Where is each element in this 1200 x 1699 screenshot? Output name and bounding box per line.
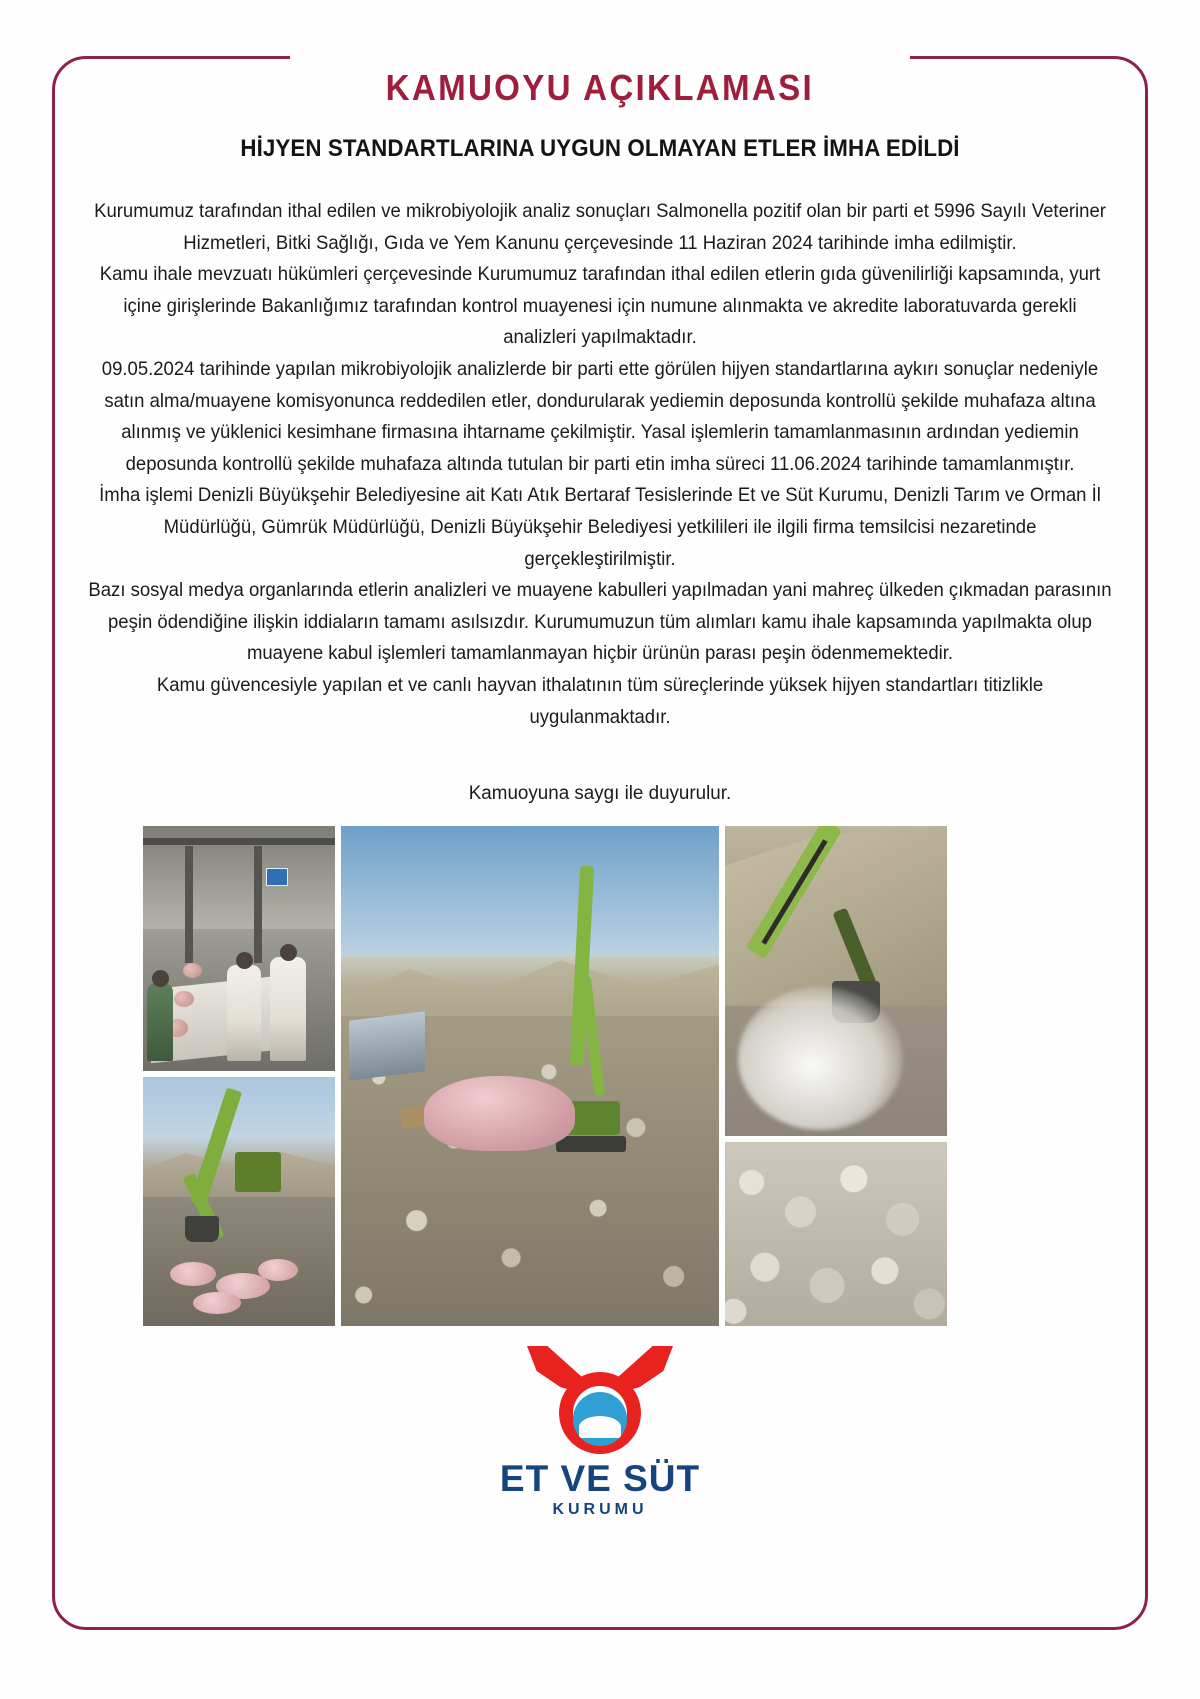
- pink-excavator-bucket: [185, 1216, 219, 1242]
- page-title-wrap: [52, 67, 1148, 108]
- paragraph-6: Kamu güvencesiyle yapılan et ve canlı hayvan ithalatının tüm süreçlerinde yüksek hijyen standartları titizlikle uygulanmaktadır.: [156, 673, 1044, 728]
- pink-meat-4: [193, 1292, 241, 1314]
- landfill-truck: [349, 1011, 425, 1080]
- bull-horn-logo-icon: [525, 1346, 675, 1454]
- landfill-meat-pile: [424, 1076, 575, 1151]
- plant-meat-2: [174, 991, 194, 1007]
- photo-column-left: [143, 826, 335, 1326]
- plant-worker-1: [227, 965, 261, 1061]
- dust-cloud: [738, 987, 902, 1130]
- pink-meat-1: [170, 1262, 216, 1286]
- plant-worker-3: [147, 983, 173, 1061]
- plant-sign: [266, 868, 288, 886]
- paragraph-5: Bazı sosyal medya organlarında etlerin analizleri ve muayene kabulleri yapılmadan yani mahreç ülkeden çıkmadan parasının peşin ödendiğine ilişkin iddiaların tamamı asılsızdır. Kurumumuzun tüm alımları kamu ihale kapsamında yapılmakta olup muayene kabul işlemleri tamamlanmayan hiçbir ürünün parası peşin ödenmemektedir.: [88, 579, 1112, 665]
- closing-line: Kamuoyuna saygı ile duyurulur.: [468, 782, 732, 804]
- photo-collage: [143, 826, 953, 1326]
- plant-beam: [143, 838, 335, 845]
- landfill-excavator-track: [556, 1136, 626, 1152]
- photo-slaughterhouse: [143, 826, 335, 1071]
- photo-excavator-pink-meat: [143, 1077, 335, 1326]
- paragraph-4: İmha işlemi Denizli Büyükşehir Belediyesine ait Katı Atık Bertaraf Tesislerinde Et ve Süt Kurumu, Denizli Tarım ve Orman İl Müdürlüğü, Gümrük Müdürlüğü, Denizli Büyükşehir Belediyesi yetkilileri ile ilgili firma temsilcisi nezaretinde gerçekleştirilmiştir.: [99, 484, 1101, 570]
- photo-column-center: [341, 826, 719, 1326]
- paragraph-3: 09.05.2024 tarihinde yapılan mikrobiyolojik analizlerde bir parti ette görülen hijyen standartlarına aykırı sonuçlar nedeniyle satın alma/muayene komisyonunca reddedilen etler, dondurularak yediemin deposunda kontrollü şekilde muhafaza altına alınmış ve yüklenici kesimhane firmasına ihtarname çekilmiştir. Yasal işlemlerin tamamlanmasının ardından yediemin deposunda kontrollü şekilde muhafaza altında tutulan bir parti etin imha süreci 11.06.2024 tarihinde tamamlanmıştır.: [101, 357, 1099, 475]
- paragraph-1: Kurumumuz tarafından ithal edilen ve mikrobiyolojik analiz sonuçları Salmonella pozitif olan bir parti et 5996 Sayılı Veteriner Hizmetleri, Bitki Sağlığı, Gıda ve Yem Kanunu çerçevesinde 11 Haziran 2024 tarihinde imha edilmiştir.: [94, 200, 1106, 254]
- photo-column-right: [725, 826, 947, 1326]
- pink-excavator-cab: [235, 1152, 281, 1192]
- page-title: KAMUOYU AÇIKLAMASI: [385, 67, 815, 108]
- page-subtitle: HİJYEN STANDARTLARINA UYGUN OLMAYAN ETLER İMHA EDİLDİ: [240, 135, 960, 162]
- photo-rubble-cover: [725, 1142, 947, 1326]
- plant-post-right: [254, 846, 262, 964]
- plant-worker-2: [270, 957, 306, 1061]
- plant-post-left: [185, 846, 193, 964]
- organization-logo: [52, 1346, 1148, 1518]
- photo-landfill-disposal: [341, 826, 719, 1326]
- photo-excavator-dust: [725, 826, 947, 1136]
- plant-meat-3: [183, 963, 202, 978]
- announcement-content: [52, 56, 1148, 1630]
- announcement-body: [88, 196, 1112, 733]
- paragraph-2: Kamu ihale mevzuatı hükümleri çerçevesinde Kurumumuz tarafından ithal edilen etlerin gıda güvenilirliği kapsamında, yurt içine girişlerinde Bakanlığımız tarafından kontrol muayenesi için numune alınmakta ve akredite laboratuvarda gerekli analizleri yapılmaktadır.: [99, 263, 1101, 349]
- landfill-sky: [341, 826, 719, 956]
- logo-subtitle: KURUMU: [552, 1501, 648, 1518]
- logo-name: ET VE SÜT: [499, 1458, 701, 1499]
- logo-blue-circle: [573, 1392, 627, 1446]
